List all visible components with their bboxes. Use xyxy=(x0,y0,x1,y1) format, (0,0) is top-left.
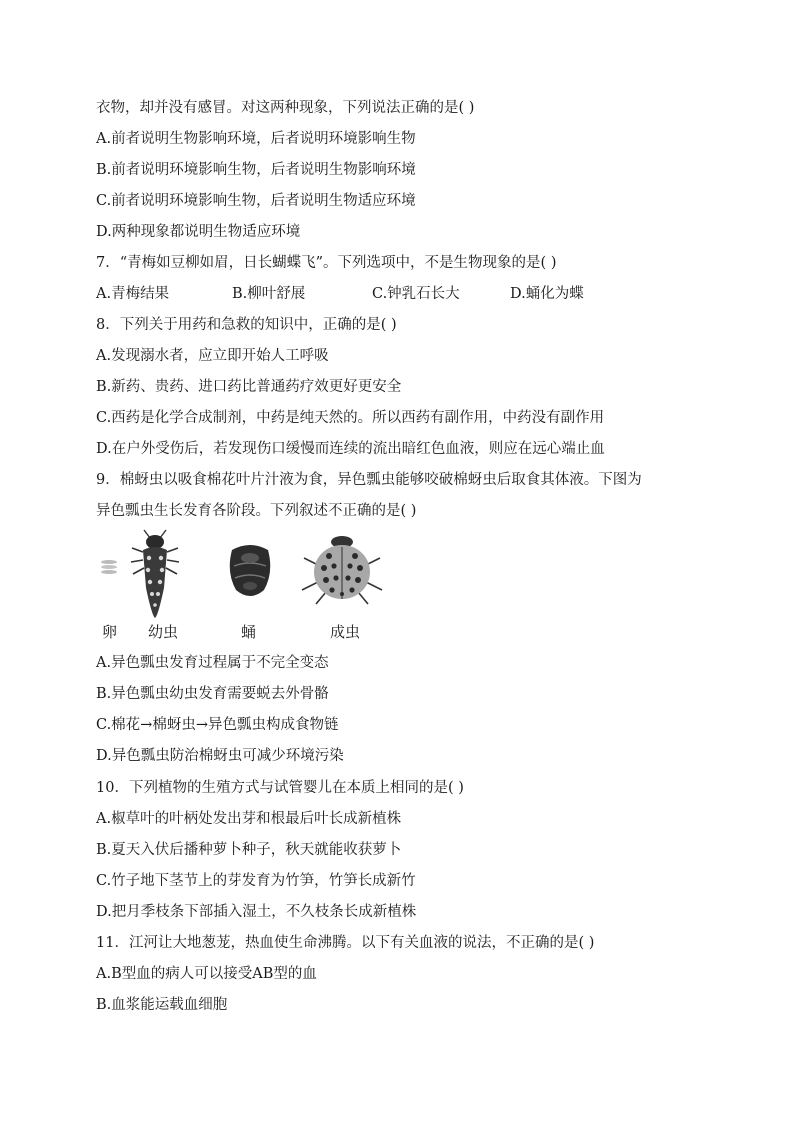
q7-options xyxy=(96,284,696,304)
label-egg: 卵 xyxy=(102,623,118,641)
q6-option-a: A.前者说明生物影响环境，后者说明环境影响生物 xyxy=(96,131,416,147)
q10-option-b: B.夏天入伏后播种萝卜种子，秋天就能收获萝卜 xyxy=(96,842,402,858)
q9-option-a: A.异色瓢虫发育过程属于不完全变态 xyxy=(96,655,329,671)
q8-stem: 8．下列关于用药和急救的知识中，正确的是( ) xyxy=(96,317,397,333)
q10-option-a: A.椒草叶的叶柄处发出芽和根最后叶长成新植株 xyxy=(96,811,402,827)
q11-option-b: B.血浆能运载血细胞 xyxy=(96,997,228,1013)
q7-stem: 7．“青梅如豆柳如眉，日长蝴蝶飞”。下列选项中，不是生物现象的是( ) xyxy=(96,255,557,271)
q11-stem: 11．江河让大地葱茏，热血使生命沸腾。以下有关血液的说法，不正确的是( ) xyxy=(96,935,595,951)
q7-option-c: C.钟乳石长大 xyxy=(372,286,460,302)
q9-stem-line2: 异色瓢虫生长发育各阶段。下列叙述不正确的是( ) xyxy=(96,503,417,519)
pupa-image xyxy=(230,545,271,596)
q10-stem: 10．下列植物的生殖方式与试管婴儿在本质上相同的是( ) xyxy=(96,780,464,796)
q8-option-c: C.西药是化学合成制剂，中药是纯天然的。所以西药有副作用，中药没有副作用 xyxy=(96,410,605,426)
q11-option-a: A.B型血的病人可以接受AB型的血 xyxy=(96,966,317,982)
q7-option-a: A.青梅结果 xyxy=(96,286,170,302)
q9-option-d: D.异色瓢虫防治棉蚜虫可减少环境污染 xyxy=(96,748,344,764)
q9-option-c: C.棉花→棉蚜虫→异色瓢虫构成食物链 xyxy=(96,717,339,733)
q6-continuation: 衣物，却并没有感冒。对这两种现象，下列说法正确的是( ) xyxy=(96,100,475,116)
q8-option-a: A.发现溺水者，应立即开始人工呼吸 xyxy=(96,348,329,364)
q9-option-b: B.异色瓢虫幼虫发育需要蜕去外骨骼 xyxy=(96,686,329,702)
egg-image xyxy=(101,560,117,574)
q8-option-d: D.在户外受伤后，若发现伤口缓慢而连续的流出暗红色血液，则应在远心端止血 xyxy=(96,441,605,457)
ladybug-lifecycle-figure xyxy=(96,528,396,646)
q6-option-d: D.两种现象都说明生物适应环境 xyxy=(96,224,301,240)
label-pupa: 蛹 xyxy=(241,623,257,641)
q6-option-c: C.前者说明环境影响生物，后者说明生物适应环境 xyxy=(96,193,416,209)
q6-option-b: B.前者说明环境影响生物，后者说明生物影响环境 xyxy=(96,162,416,178)
q10-option-d: D.把月季枝条下部插入湿土，不久枝条长成新植株 xyxy=(96,904,417,920)
label-larva: 幼虫 xyxy=(148,623,179,641)
adult-ladybug-image xyxy=(302,536,382,604)
q10-option-c: C.竹子地下茎节上的芽发育为竹笋，竹笋长成新竹 xyxy=(96,873,416,889)
q8-option-b: B.新药、贵药、进口药比普通药疗效更好更安全 xyxy=(96,379,402,395)
lifecycle-illustration xyxy=(96,528,396,620)
larva-image xyxy=(131,530,179,618)
q9-stem-line1: 9．棉蚜虫以吸食棉花叶片汁液为食，异色瓢虫能够咬破棉蚜虫后取食其体液。下图为 xyxy=(96,472,642,488)
q7-option-d: D.蛹化为蝶 xyxy=(510,286,584,302)
q7-option-b: B.柳叶舒展 xyxy=(232,286,306,302)
label-adult: 成虫 xyxy=(330,623,361,641)
